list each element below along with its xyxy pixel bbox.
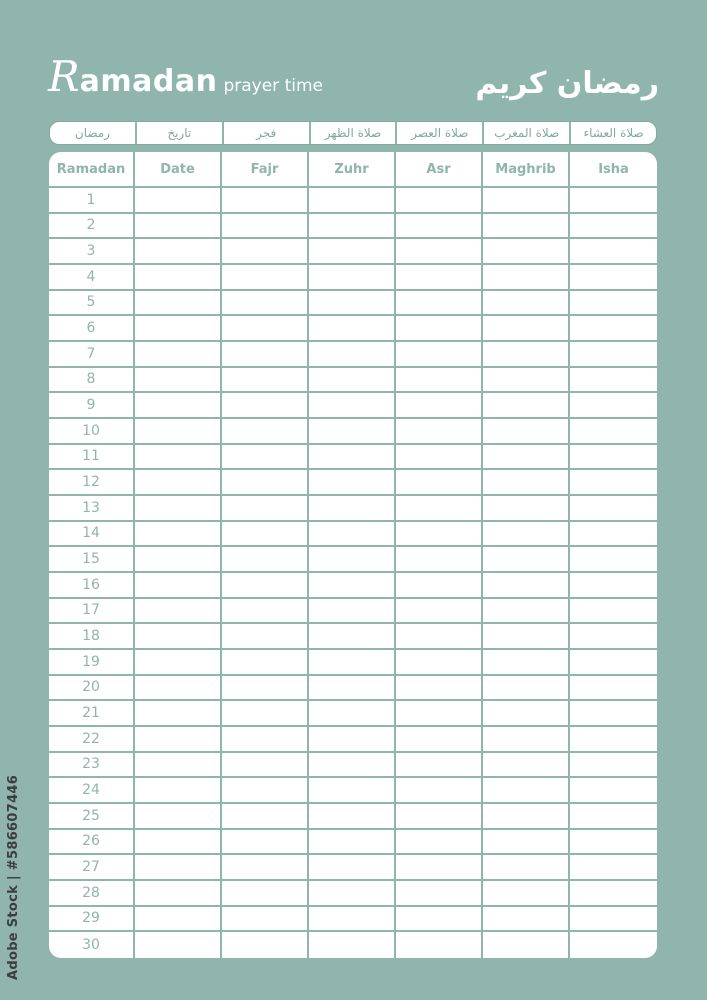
time-entry-cell[interactable] bbox=[222, 932, 309, 958]
time-entry-cell[interactable] bbox=[570, 778, 657, 804]
time-entry-cell[interactable] bbox=[222, 804, 309, 830]
time-entry-cell[interactable] bbox=[483, 753, 570, 779]
time-entry-cell[interactable] bbox=[396, 265, 483, 291]
time-entry-cell[interactable] bbox=[309, 342, 396, 368]
time-entry-cell[interactable] bbox=[396, 855, 483, 881]
time-entry-cell[interactable] bbox=[483, 214, 570, 240]
day-number: 4 bbox=[49, 265, 135, 291]
time-entry-cell[interactable] bbox=[570, 496, 657, 522]
day-number: 29 bbox=[49, 907, 135, 933]
time-entry-cell[interactable] bbox=[222, 445, 309, 471]
column-header: Asr bbox=[396, 152, 483, 188]
time-entry-cell[interactable] bbox=[309, 778, 396, 804]
time-entry-cell[interactable] bbox=[309, 650, 396, 676]
time-entry-cell[interactable] bbox=[222, 239, 309, 265]
time-entry-cell[interactable] bbox=[135, 419, 222, 445]
time-entry-cell[interactable] bbox=[222, 522, 309, 548]
time-entry-cell[interactable] bbox=[135, 599, 222, 625]
time-entry-cell[interactable] bbox=[135, 496, 222, 522]
time-entry-cell[interactable] bbox=[309, 291, 396, 317]
time-entry-cell[interactable] bbox=[570, 188, 657, 214]
time-entry-cell[interactable] bbox=[570, 624, 657, 650]
time-entry-cell[interactable] bbox=[135, 650, 222, 676]
day-number: 9 bbox=[49, 393, 135, 419]
day-number: 1 bbox=[49, 188, 135, 214]
page-title bbox=[48, 52, 323, 101]
time-entry-cell[interactable] bbox=[396, 573, 483, 599]
time-entry-cell[interactable] bbox=[309, 881, 396, 907]
time-entry-cell[interactable] bbox=[135, 368, 222, 394]
time-entry-cell[interactable] bbox=[135, 445, 222, 471]
time-entry-cell[interactable] bbox=[570, 855, 657, 881]
title-initial: R bbox=[48, 52, 80, 101]
time-entry-cell[interactable] bbox=[483, 316, 570, 342]
time-entry-cell[interactable] bbox=[570, 727, 657, 753]
time-entry-cell[interactable] bbox=[396, 650, 483, 676]
title-subtitle: prayer time bbox=[223, 76, 323, 96]
time-entry-cell[interactable] bbox=[309, 753, 396, 779]
time-entry-cell[interactable] bbox=[309, 445, 396, 471]
time-entry-cell[interactable] bbox=[396, 496, 483, 522]
time-entry-cell[interactable] bbox=[135, 830, 222, 856]
time-entry-cell[interactable] bbox=[483, 265, 570, 291]
time-entry-cell[interactable] bbox=[396, 624, 483, 650]
time-entry-cell[interactable] bbox=[483, 419, 570, 445]
time-entry-cell[interactable] bbox=[396, 830, 483, 856]
day-number: 30 bbox=[49, 932, 135, 958]
time-entry-cell[interactable] bbox=[483, 188, 570, 214]
day-number: 22 bbox=[49, 727, 135, 753]
time-entry-cell[interactable] bbox=[483, 907, 570, 933]
time-entry-cell[interactable] bbox=[309, 676, 396, 702]
time-entry-cell[interactable] bbox=[570, 470, 657, 496]
time-entry-cell[interactable] bbox=[309, 855, 396, 881]
time-entry-cell[interactable] bbox=[135, 547, 222, 573]
time-entry-cell[interactable] bbox=[309, 316, 396, 342]
time-entry-cell[interactable] bbox=[309, 214, 396, 240]
day-number: 24 bbox=[49, 778, 135, 804]
time-entry-cell[interactable] bbox=[483, 445, 570, 471]
time-entry-cell[interactable] bbox=[483, 239, 570, 265]
column-header: Zuhr bbox=[309, 152, 396, 188]
day-number: 28 bbox=[49, 881, 135, 907]
day-number: 21 bbox=[49, 701, 135, 727]
time-entry-cell[interactable] bbox=[483, 393, 570, 419]
day-number: 5 bbox=[49, 291, 135, 317]
time-entry-cell[interactable] bbox=[222, 419, 309, 445]
time-entry-cell[interactable] bbox=[222, 573, 309, 599]
time-entry-cell[interactable] bbox=[396, 547, 483, 573]
time-entry-cell[interactable] bbox=[483, 778, 570, 804]
day-number: 25 bbox=[49, 804, 135, 830]
time-entry-cell[interactable] bbox=[570, 701, 657, 727]
time-entry-cell[interactable] bbox=[396, 522, 483, 548]
time-entry-cell[interactable] bbox=[135, 291, 222, 317]
time-entry-cell[interactable] bbox=[396, 804, 483, 830]
time-entry-cell[interactable] bbox=[309, 932, 396, 958]
time-entry-cell[interactable] bbox=[570, 573, 657, 599]
time-entry-cell[interactable] bbox=[396, 470, 483, 496]
day-number: 11 bbox=[49, 445, 135, 471]
time-entry-cell[interactable] bbox=[483, 727, 570, 753]
time-entry-cell[interactable] bbox=[135, 778, 222, 804]
time-entry-cell[interactable] bbox=[396, 342, 483, 368]
time-entry-cell[interactable] bbox=[570, 932, 657, 958]
time-entry-cell[interactable] bbox=[135, 676, 222, 702]
time-entry-cell[interactable] bbox=[222, 188, 309, 214]
time-entry-cell[interactable] bbox=[396, 676, 483, 702]
time-entry-cell[interactable] bbox=[222, 855, 309, 881]
day-number: 16 bbox=[49, 573, 135, 599]
time-entry-cell[interactable] bbox=[396, 419, 483, 445]
time-entry-cell[interactable] bbox=[483, 470, 570, 496]
time-entry-cell[interactable] bbox=[309, 496, 396, 522]
time-entry-cell[interactable] bbox=[483, 881, 570, 907]
time-entry-cell[interactable] bbox=[309, 804, 396, 830]
time-entry-cell[interactable] bbox=[396, 291, 483, 317]
time-entry-cell[interactable] bbox=[135, 727, 222, 753]
table-grid bbox=[49, 152, 657, 958]
arabic-column-header: تاريخ bbox=[137, 122, 224, 144]
time-entry-cell[interactable] bbox=[396, 316, 483, 342]
time-entry-cell[interactable] bbox=[570, 265, 657, 291]
time-entry-cell[interactable] bbox=[396, 701, 483, 727]
time-entry-cell[interactable] bbox=[570, 239, 657, 265]
time-entry-cell[interactable] bbox=[570, 393, 657, 419]
time-entry-cell[interactable] bbox=[222, 624, 309, 650]
time-entry-cell[interactable] bbox=[222, 547, 309, 573]
arabic-column-header: صلاة العصر bbox=[397, 122, 484, 144]
time-entry-cell[interactable] bbox=[396, 881, 483, 907]
time-entry-cell[interactable] bbox=[570, 368, 657, 394]
column-header: Ramadan bbox=[49, 152, 135, 188]
time-entry-cell[interactable] bbox=[396, 214, 483, 240]
time-entry-cell[interactable] bbox=[222, 778, 309, 804]
time-entry-cell[interactable] bbox=[222, 881, 309, 907]
arabic-column-header: صلاة المغرب bbox=[484, 122, 571, 144]
day-number: 12 bbox=[49, 470, 135, 496]
time-entry-cell[interactable] bbox=[135, 753, 222, 779]
time-entry-cell[interactable] bbox=[135, 342, 222, 368]
arabic-header-row bbox=[49, 121, 657, 145]
time-entry-cell[interactable] bbox=[135, 907, 222, 933]
time-entry-cell[interactable] bbox=[309, 547, 396, 573]
time-entry-cell[interactable] bbox=[570, 907, 657, 933]
time-entry-cell[interactable] bbox=[396, 727, 483, 753]
time-entry-cell[interactable] bbox=[570, 599, 657, 625]
time-entry-cell[interactable] bbox=[570, 650, 657, 676]
column-header: Isha bbox=[570, 152, 657, 188]
time-entry-cell[interactable] bbox=[309, 830, 396, 856]
time-entry-cell[interactable] bbox=[222, 342, 309, 368]
time-entry-cell[interactable] bbox=[135, 522, 222, 548]
arabic-column-header: رمضان bbox=[50, 122, 137, 144]
arabic-column-header: صلاة الظهر bbox=[311, 122, 398, 144]
time-entry-cell[interactable] bbox=[222, 599, 309, 625]
time-entry-cell[interactable] bbox=[135, 624, 222, 650]
time-entry-cell[interactable] bbox=[396, 599, 483, 625]
time-entry-cell[interactable] bbox=[483, 830, 570, 856]
prayer-time-table bbox=[49, 152, 657, 958]
time-entry-cell[interactable] bbox=[570, 214, 657, 240]
column-header: Maghrib bbox=[483, 152, 570, 188]
time-entry-cell[interactable] bbox=[309, 624, 396, 650]
time-entry-cell[interactable] bbox=[309, 701, 396, 727]
column-header: Fajr bbox=[222, 152, 309, 188]
time-entry-cell[interactable] bbox=[222, 470, 309, 496]
time-entry-cell[interactable] bbox=[570, 881, 657, 907]
time-entry-cell[interactable] bbox=[135, 470, 222, 496]
time-entry-cell[interactable] bbox=[483, 855, 570, 881]
time-entry-cell[interactable] bbox=[396, 778, 483, 804]
time-entry-cell[interactable] bbox=[222, 907, 309, 933]
arabic-column-header: صلاة العشاء bbox=[583, 126, 644, 140]
time-entry-cell[interactable] bbox=[309, 522, 396, 548]
time-entry-cell[interactable] bbox=[570, 753, 657, 779]
time-entry-cell[interactable] bbox=[222, 830, 309, 856]
time-entry-cell[interactable] bbox=[396, 932, 483, 958]
time-entry-cell[interactable] bbox=[309, 599, 396, 625]
time-entry-cell[interactable] bbox=[570, 522, 657, 548]
time-entry-cell[interactable] bbox=[135, 265, 222, 291]
day-number: 15 bbox=[49, 547, 135, 573]
day-number: 27 bbox=[49, 855, 135, 881]
day-number: 14 bbox=[49, 522, 135, 548]
time-entry-cell[interactable] bbox=[396, 393, 483, 419]
time-entry-cell[interactable] bbox=[309, 419, 396, 445]
time-entry-cell[interactable] bbox=[135, 881, 222, 907]
time-entry-cell[interactable] bbox=[570, 291, 657, 317]
time-entry-cell[interactable] bbox=[222, 701, 309, 727]
day-number: 2 bbox=[49, 214, 135, 240]
day-number: 23 bbox=[49, 753, 135, 779]
time-entry-cell[interactable] bbox=[309, 573, 396, 599]
time-entry-cell[interactable] bbox=[309, 368, 396, 394]
time-entry-cell[interactable] bbox=[483, 368, 570, 394]
time-entry-cell[interactable] bbox=[222, 727, 309, 753]
time-entry-cell[interactable] bbox=[483, 701, 570, 727]
time-entry-cell[interactable] bbox=[396, 239, 483, 265]
time-entry-cell[interactable] bbox=[570, 547, 657, 573]
time-entry-cell[interactable] bbox=[396, 445, 483, 471]
day-number: 6 bbox=[49, 316, 135, 342]
time-entry-cell[interactable] bbox=[135, 855, 222, 881]
time-entry-cell[interactable] bbox=[222, 291, 309, 317]
time-entry-cell[interactable] bbox=[135, 932, 222, 958]
time-entry-cell[interactable] bbox=[483, 650, 570, 676]
time-entry-cell[interactable] bbox=[309, 393, 396, 419]
arabic-column-header: فجر bbox=[224, 122, 311, 144]
day-number: 20 bbox=[49, 676, 135, 702]
stock-id-text: Adobe Stock | #586607446 bbox=[6, 774, 21, 980]
time-entry-cell[interactable] bbox=[570, 316, 657, 342]
time-entry-cell[interactable] bbox=[309, 907, 396, 933]
time-entry-cell[interactable] bbox=[483, 932, 570, 958]
time-entry-cell[interactable] bbox=[222, 393, 309, 419]
time-entry-cell[interactable] bbox=[483, 342, 570, 368]
arabic-title: رمضان كريم bbox=[475, 66, 659, 101]
day-number: 26 bbox=[49, 830, 135, 856]
time-entry-cell[interactable] bbox=[309, 727, 396, 753]
time-entry-cell[interactable] bbox=[135, 393, 222, 419]
time-entry-cell[interactable] bbox=[222, 650, 309, 676]
time-entry-cell[interactable] bbox=[222, 214, 309, 240]
time-entry-cell[interactable] bbox=[309, 470, 396, 496]
time-entry-cell[interactable] bbox=[135, 701, 222, 727]
time-entry-cell[interactable] bbox=[570, 676, 657, 702]
time-entry-cell[interactable] bbox=[222, 316, 309, 342]
time-entry-cell[interactable] bbox=[570, 804, 657, 830]
time-entry-cell[interactable] bbox=[483, 573, 570, 599]
time-entry-cell[interactable] bbox=[483, 547, 570, 573]
time-entry-cell[interactable] bbox=[483, 291, 570, 317]
time-entry-cell[interactable] bbox=[135, 573, 222, 599]
day-number: 18 bbox=[49, 624, 135, 650]
time-entry-cell[interactable] bbox=[483, 804, 570, 830]
time-entry-cell[interactable] bbox=[570, 342, 657, 368]
time-entry-cell[interactable] bbox=[483, 676, 570, 702]
time-entry-cell[interactable] bbox=[483, 496, 570, 522]
time-entry-cell[interactable] bbox=[396, 753, 483, 779]
time-entry-cell[interactable] bbox=[222, 753, 309, 779]
day-number: 3 bbox=[49, 239, 135, 265]
column-header: Date bbox=[135, 152, 222, 188]
time-entry-cell[interactable] bbox=[222, 265, 309, 291]
time-entry-cell[interactable] bbox=[135, 214, 222, 240]
time-entry-cell[interactable] bbox=[396, 188, 483, 214]
day-number: 17 bbox=[49, 599, 135, 625]
time-entry-cell[interactable] bbox=[396, 368, 483, 394]
time-entry-cell[interactable] bbox=[570, 419, 657, 445]
time-entry-cell[interactable] bbox=[135, 804, 222, 830]
time-entry-cell[interactable] bbox=[222, 368, 309, 394]
time-entry-cell[interactable] bbox=[309, 265, 396, 291]
time-entry-cell[interactable] bbox=[483, 624, 570, 650]
day-number: 19 bbox=[49, 650, 135, 676]
time-entry-cell[interactable] bbox=[135, 316, 222, 342]
time-entry-cell[interactable] bbox=[570, 445, 657, 471]
time-entry-cell[interactable] bbox=[483, 599, 570, 625]
time-entry-cell[interactable] bbox=[396, 907, 483, 933]
day-number: 8 bbox=[49, 368, 135, 394]
time-entry-cell[interactable] bbox=[483, 522, 570, 548]
time-entry-cell[interactable] bbox=[309, 188, 396, 214]
time-entry-cell[interactable] bbox=[135, 188, 222, 214]
time-entry-cell[interactable] bbox=[222, 676, 309, 702]
title-word: amadan bbox=[79, 64, 218, 99]
day-number: 13 bbox=[49, 496, 135, 522]
time-entry-cell[interactable] bbox=[222, 496, 309, 522]
day-number: 7 bbox=[49, 342, 135, 368]
day-number: 10 bbox=[49, 419, 135, 445]
time-entry-cell[interactable] bbox=[135, 239, 222, 265]
time-entry-cell[interactable] bbox=[309, 239, 396, 265]
time-entry-cell[interactable] bbox=[570, 830, 657, 856]
